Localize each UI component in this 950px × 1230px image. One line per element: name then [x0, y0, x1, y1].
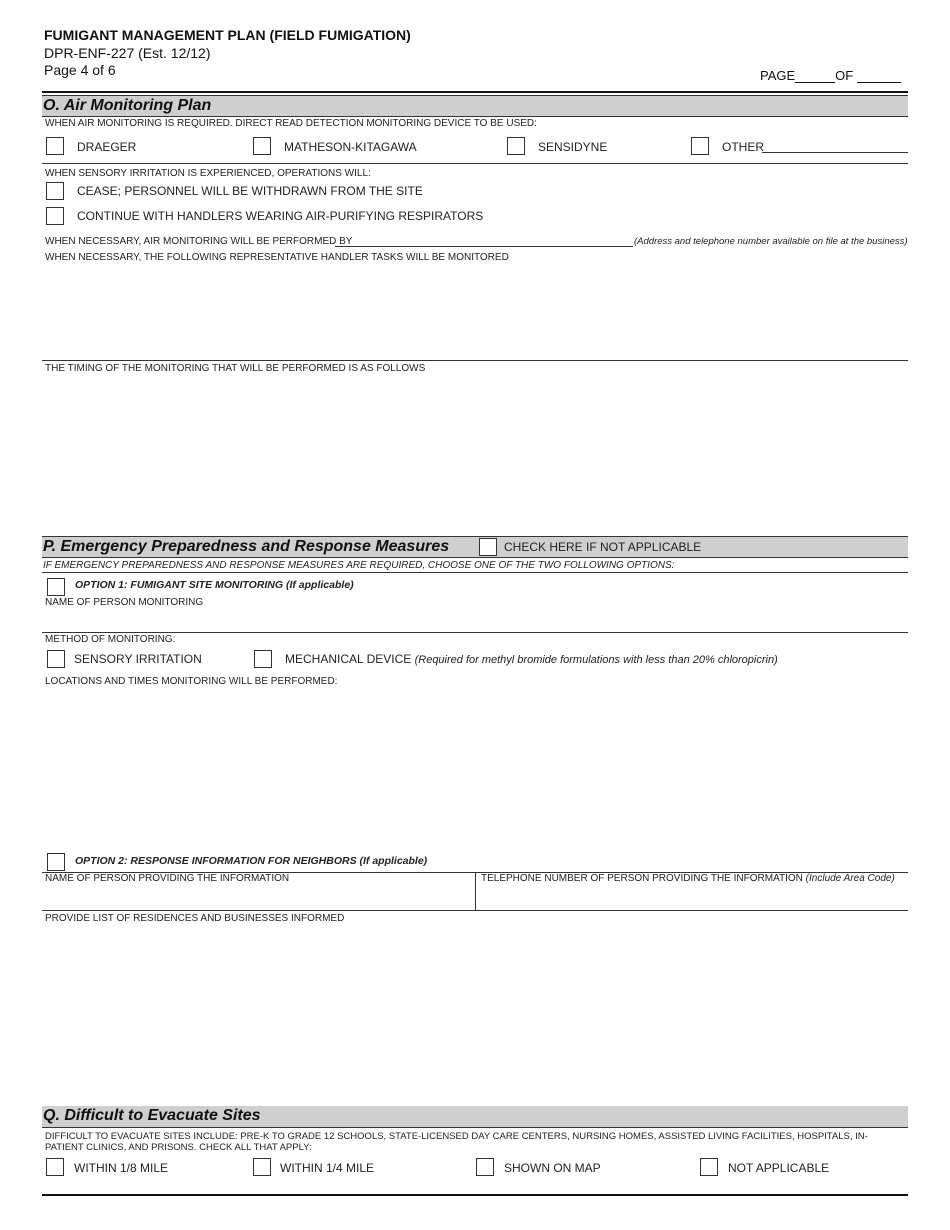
- rule-o-1: [42, 163, 908, 164]
- section-p-instruction: IF EMERGENCY PREPAREDNESS AND RESPONSE MEASURES ARE REQUIRED, CHOOSE ONE OF THE TWO FOLLOWING OPTIONS:: [43, 560, 675, 571]
- page-label: PAGE: [760, 68, 796, 83]
- name-providing-label: NAME OF PERSON PROVIDING THE INFORMATION: [45, 873, 290, 884]
- mechanical-checkbox[interactable]: [254, 650, 272, 668]
- draeger-checkbox[interactable]: [46, 137, 64, 155]
- matheson-kitagawa-checkbox[interactable]: [253, 137, 271, 155]
- performed-by-label: WHEN NECESSARY, AIR MONITORING WILL BE PERFORMED BY: [45, 236, 353, 247]
- phone-field[interactable]: [477, 886, 907, 908]
- phone-label: [481, 873, 895, 884]
- within-eighth-mile-label: WITHIN 1/8 MILE: [74, 1161, 169, 1175]
- page-of-field: [760, 68, 901, 83]
- other-device-field[interactable]: [762, 152, 908, 153]
- not-applicable-label: CHECK HERE IF NOT APPLICABLE: [504, 540, 702, 554]
- device-prompt: WHEN AIR MONITORING IS REQUIRED. DIRECT READ DETECTION MONITORING DEVICE TO BE USED:: [45, 118, 537, 129]
- draeger-label: DRAEGER: [77, 140, 137, 154]
- timing-label: THE TIMING OF THE MONITORING THAT WILL BE PERFORMED IS AS FOLLOWS: [45, 363, 426, 374]
- sensidyne-checkbox[interactable]: [507, 137, 525, 155]
- page-number: Page 4 of 6: [44, 62, 116, 78]
- section-o-title: O. Air Monitoring Plan: [43, 97, 212, 114]
- section-p-header: [42, 536, 908, 558]
- residences-field[interactable]: [42, 928, 908, 1104]
- within-eighth-mile-checkbox[interactable]: [46, 1158, 64, 1176]
- rule-p-1: [42, 572, 908, 573]
- not-applicable-q-label: NOT APPLICABLE: [728, 1161, 830, 1175]
- shown-on-map-label: SHOWN ON MAP: [504, 1161, 601, 1175]
- tasks-field[interactable]: [42, 266, 908, 360]
- within-quarter-mile-label: WITHIN 1/4 MILE: [280, 1161, 375, 1175]
- residences-label: PROVIDE LIST OF RESIDENCES AND BUSINESSES INFORMED: [45, 913, 345, 924]
- name-monitoring-label: NAME OF PERSON MONITORING: [45, 597, 204, 608]
- name-providing-field[interactable]: [42, 886, 474, 908]
- of-label: OF: [835, 68, 854, 83]
- mechanical-label: [285, 652, 778, 666]
- form-title: FUMIGANT MANAGEMENT PLAN (FIELD FUMIGATION): [44, 27, 411, 43]
- irritation-prompt: WHEN SENSORY IRRITATION IS EXPERIENCED, OPERATIONS WILL:: [45, 168, 371, 179]
- performed-by-note: (Address and telephone number available on file at the business): [634, 236, 908, 247]
- of-blank[interactable]: [857, 68, 901, 83]
- cease-checkbox[interactable]: [46, 182, 64, 200]
- continue-checkbox[interactable]: [46, 207, 64, 225]
- name-monitoring-field[interactable]: [42, 609, 908, 631]
- footer-rule: [42, 1194, 908, 1196]
- not-applicable-checkbox[interactable]: [479, 538, 497, 556]
- not-applicable-q-checkbox[interactable]: [700, 1158, 718, 1176]
- section-o-header: [42, 95, 908, 117]
- continue-label: CONTINUE WITH HANDLERS WEARING AIR-PURIFYING RESPIRATORS: [77, 209, 484, 223]
- cease-label: CEASE; PERSONNEL WILL BE WITHDRAWN FROM THE SITE: [77, 184, 423, 198]
- sensory-label: SENSORY IRRITATION: [74, 652, 202, 666]
- mechanical-text: MECHANICAL DEVICE: [285, 652, 412, 666]
- matheson-kitagawa-label: MATHESON-KITAGAWA: [284, 140, 417, 154]
- locations-label: LOCATIONS AND TIMES MONITORING WILL BE PERFORMED:: [45, 676, 338, 687]
- rule-p-2: [42, 632, 908, 633]
- timing-field[interactable]: [42, 378, 908, 534]
- section-p-title: P. Emergency Preparedness and Response Measures: [43, 538, 450, 555]
- mechanical-note: (Required for methyl bromide formulations with less than 20% chloropicrin): [414, 654, 778, 666]
- option1-checkbox[interactable]: [47, 578, 65, 596]
- method-label: METHOD OF MONITORING:: [45, 634, 176, 645]
- rule-o-2: [42, 360, 908, 361]
- sensidyne-label: SENSIDYNE: [538, 140, 608, 154]
- form-code: DPR-ENF-227 (Est. 12/12): [44, 45, 211, 61]
- other-label: OTHER: [722, 140, 764, 154]
- other-checkbox[interactable]: [691, 137, 709, 155]
- option2-checkbox[interactable]: [47, 853, 65, 871]
- option1-label: OPTION 1: FUMIGANT SITE MONITORING (If applicable): [75, 579, 354, 591]
- section-q-header: [42, 1106, 908, 1128]
- locations-field[interactable]: [42, 690, 908, 848]
- within-quarter-mile-checkbox[interactable]: [253, 1158, 271, 1176]
- section-q-title: Q. Difficult to Evacuate Sites: [43, 1107, 261, 1124]
- phone-text: TELEPHONE NUMBER OF PERSON PROVIDING THE INFORMATION: [481, 873, 803, 884]
- rule-p-4: [42, 910, 908, 911]
- tasks-label: WHEN NECESSARY, THE FOLLOWING REPRESENTATIVE HANDLER TASKS WILL BE MONITORED: [45, 252, 509, 263]
- page-blank[interactable]: [795, 68, 835, 83]
- sensory-checkbox[interactable]: [47, 650, 65, 668]
- section-q-description: DIFFICULT TO EVACUATE SITES INCLUDE: PRE-K TO GRADE 12 SCHOOLS, STATE-LICENSED DAY CARE CENTERS, NURSING HOMES, ASSISTED LIVING FACILITIES, HOSPITALS, IN-PATIENT CLINICS, AND PRISONS. CHECK ALL THAT APPLY:: [45, 1131, 868, 1153]
- option2-label: OPTION 2: RESPONSE INFORMATION FOR NEIGHBORS (If applicable): [75, 855, 428, 867]
- phone-note: (Include Area Code): [805, 873, 895, 884]
- performed-by-field[interactable]: [335, 246, 633, 247]
- vrule-p: [475, 872, 476, 910]
- shown-on-map-checkbox[interactable]: [476, 1158, 494, 1176]
- header-rule: [42, 91, 908, 93]
